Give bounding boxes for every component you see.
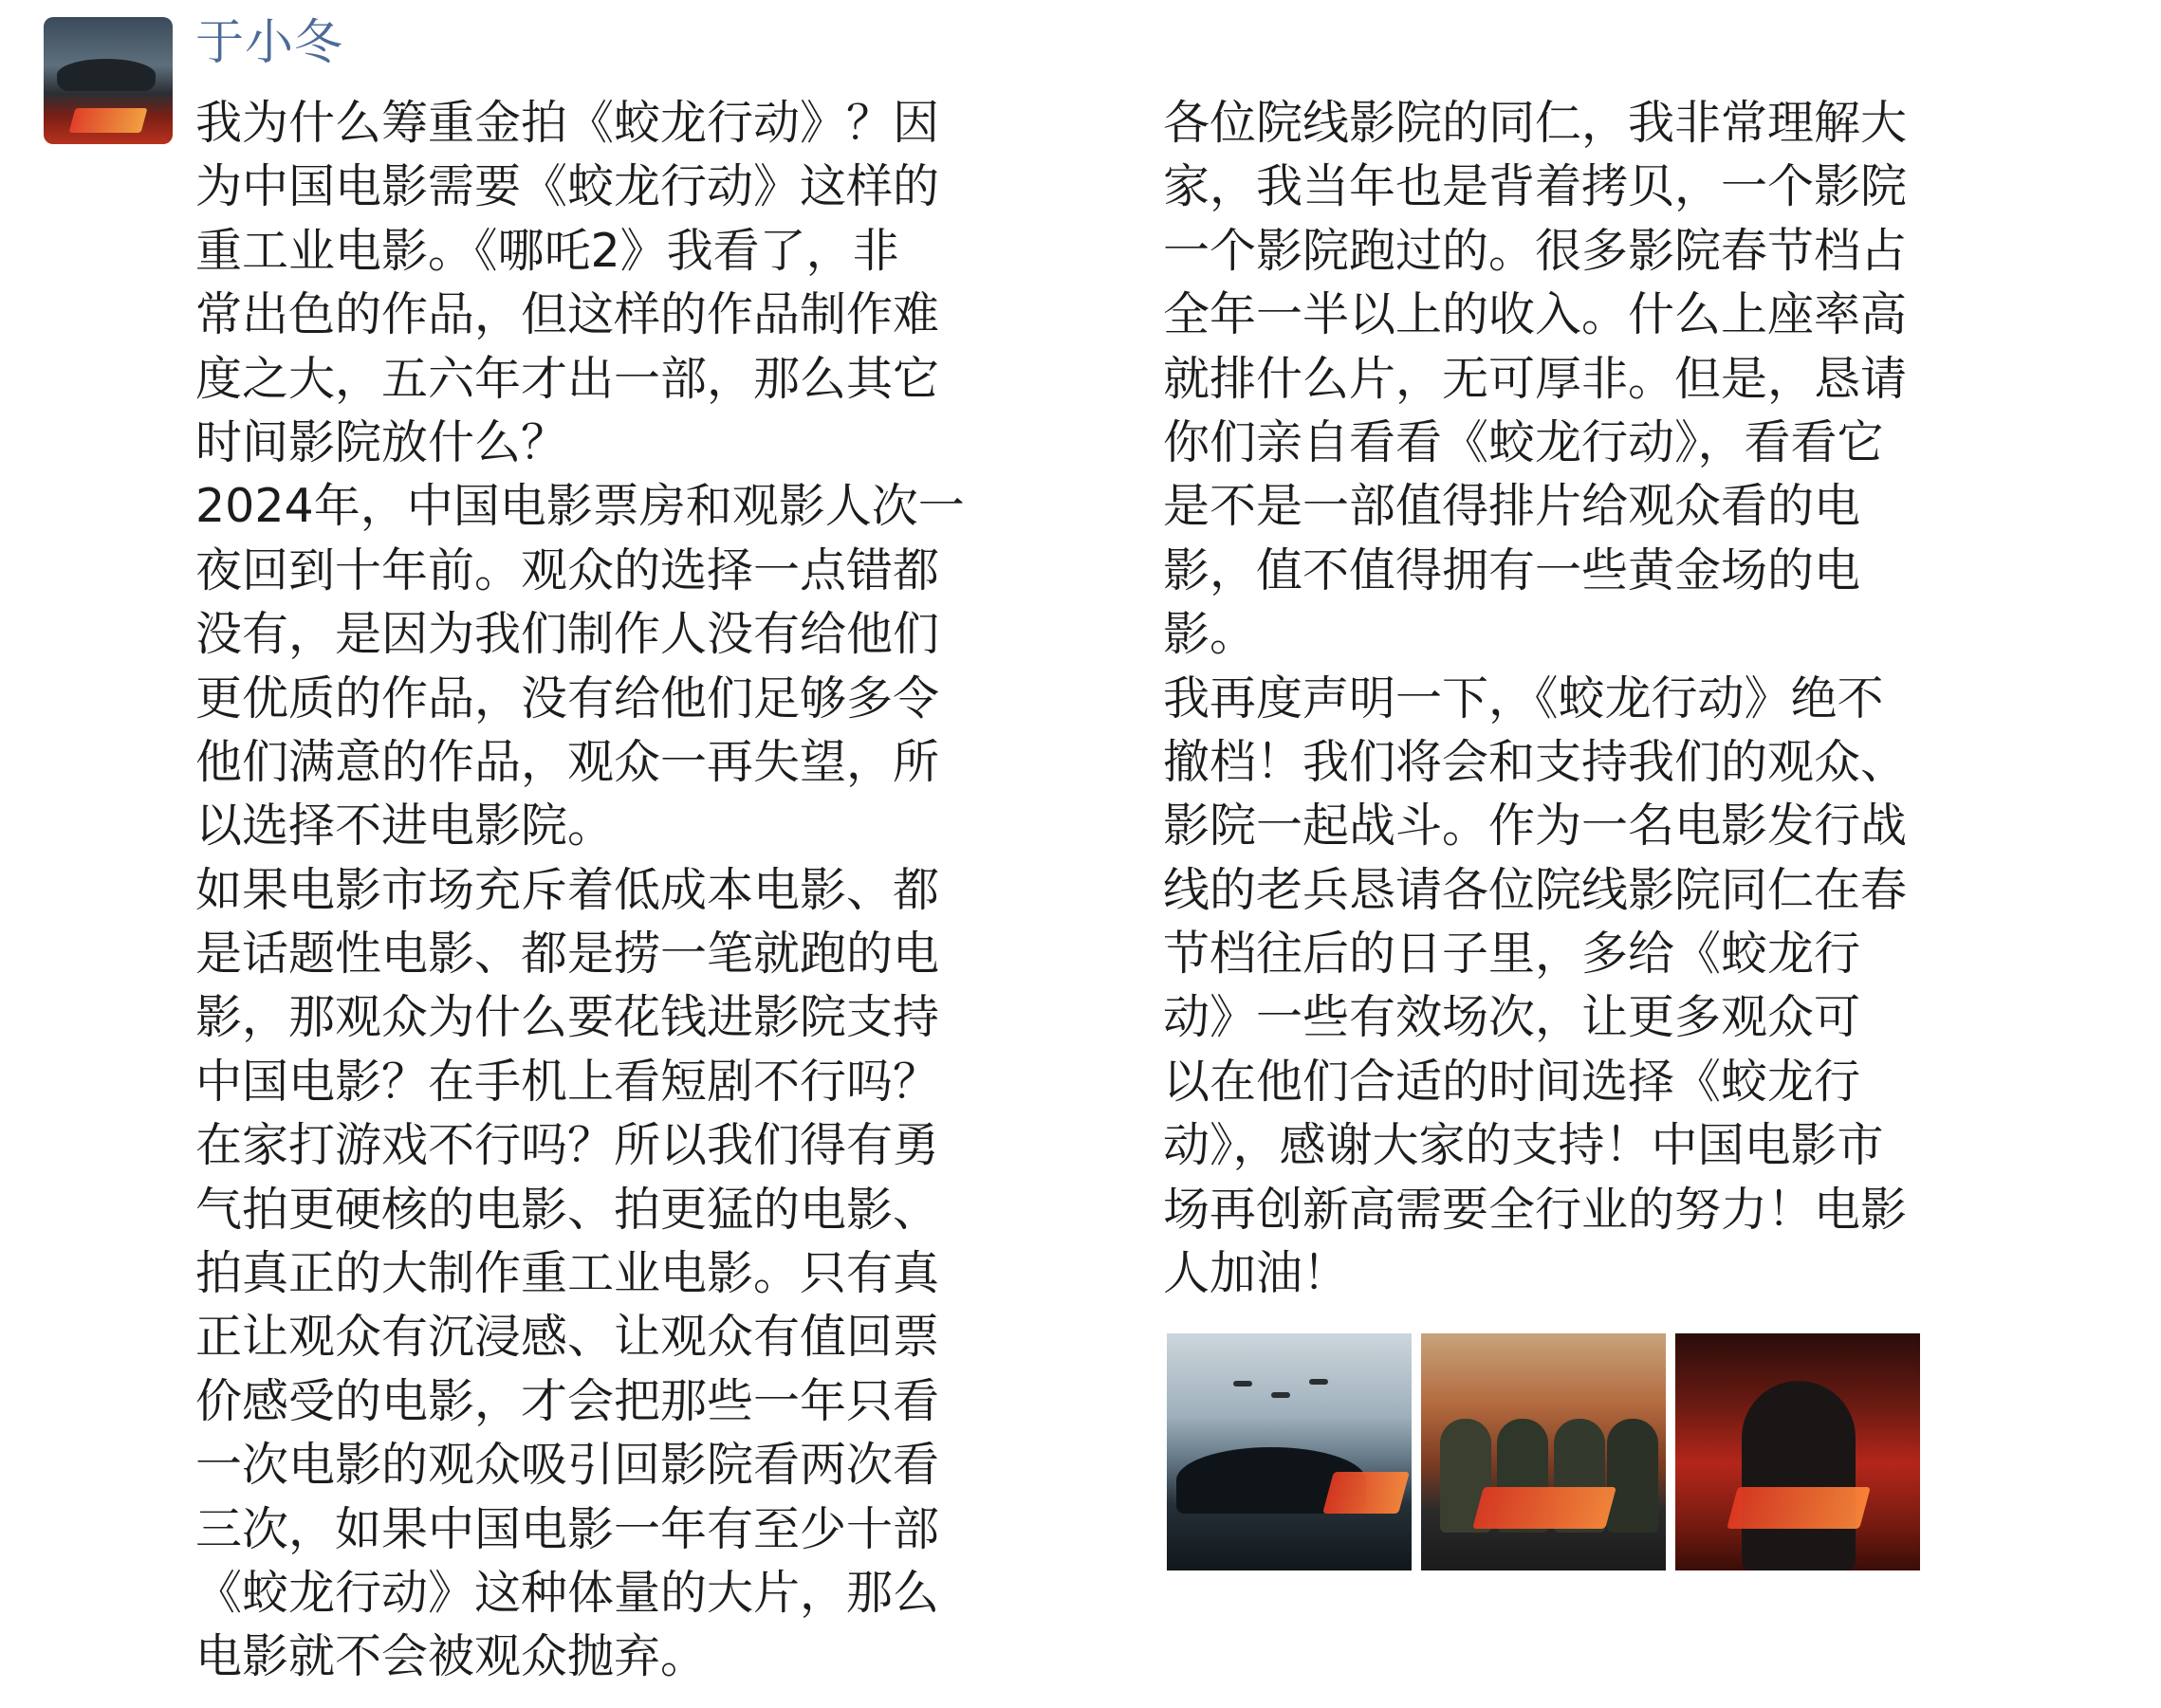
text-line: 常出色的作品，但这样的作品制作难	[195, 287, 940, 342]
actor-figure	[1742, 1381, 1856, 1570]
poster-thumbnail-3[interactable]	[1675, 1333, 1920, 1570]
text-line: 时间影院放什么？	[195, 414, 568, 469]
text-line: 为中国电影需要《蛟龙行动》这样的	[195, 159, 940, 214]
text-line: 三次，如果中国电影一年有至少十部	[195, 1501, 940, 1556]
text-line: 你们亲自看看《蛟龙行动》，看看它	[1163, 414, 1884, 469]
post-text-right-column	[1163, 91, 1969, 1305]
movie-logo-graphic	[1727, 1487, 1871, 1529]
jet-graphic	[1271, 1392, 1290, 1398]
poster-thumbnail-2[interactable]	[1421, 1333, 1666, 1570]
text-line: 是话题性电影、都是捞一笔就跑的电	[195, 927, 940, 982]
text-line: 家，我当年也是背着拷贝，一个影院	[1163, 159, 1908, 214]
text-line: 一次电影的观众吸引回影院看两次看	[195, 1438, 940, 1493]
text-line: 度之大，五六年才出一部，那么其它	[195, 351, 940, 406]
movie-logo-graphic	[1472, 1487, 1616, 1529]
text-line: 线的老兵恳请各位院线影院同仁在春	[1163, 862, 1908, 917]
text-line: 没有，是因为我们制作人没有给他们	[195, 607, 940, 662]
avatar-submarine-graphic	[57, 59, 156, 91]
post-text-left-column	[195, 91, 1002, 1689]
text-line: 夜回到十年前。观众的选择一点错都	[195, 542, 940, 597]
text-line: 我为什么筹重金拍《蛟龙行动》？因	[195, 96, 940, 150]
text-line: 如果电影市场充斥着低成本电影、都	[195, 862, 940, 917]
text-line: 全年一半以上的收入。什么上座率高	[1163, 287, 1908, 342]
text-line: 是不是一部值得排片给观众看的电	[1163, 479, 1861, 534]
avatar[interactable]	[44, 17, 173, 144]
text-line: 撤档！我们将会和支持我们的观众、	[1163, 734, 1908, 789]
text-line: 一个影院跑过的。很多影院春节档占	[1163, 223, 1908, 278]
text-line: 他们满意的作品，观众一再失望，所	[195, 734, 940, 789]
image-gallery	[1167, 1333, 1926, 1570]
text-line: 2024年，中国电影票房和观影人次一	[195, 479, 965, 534]
text-line: 场再创新高需要全行业的努力！电影	[1163, 1182, 1908, 1237]
text-line: 更优质的作品，没有给他们足够多令	[195, 670, 940, 725]
jet-graphic	[1233, 1381, 1252, 1387]
text-line: 影，那观众为什么要花钱进影院支持	[195, 990, 940, 1045]
text-line: 正让观众有沉浸感、让观众有值回票	[195, 1310, 940, 1365]
text-line: 以选择不进电影院。	[195, 799, 615, 854]
avatar-logo-graphic	[69, 108, 148, 133]
text-line: 节档往后的日子里，多给《蛟龙行	[1163, 927, 1861, 982]
text-line: 影院一起战斗。作为一名电影发行战	[1163, 799, 1908, 854]
text-line: 动》一些有效场次，让更多观众可	[1163, 990, 1861, 1045]
text-line: 价感受的电影，才会把那些一年只看	[195, 1373, 940, 1428]
text-line: 以在他们合适的时间选择《蛟龙行	[1163, 1054, 1861, 1109]
author-name[interactable]: 于小冬	[195, 15, 344, 71]
movie-logo-graphic	[1322, 1472, 1410, 1514]
text-line: 《蛟龙行动》这种体量的大片，那么	[195, 1565, 940, 1620]
text-line: 就排什么片，无可厚非。但是，恳请	[1163, 351, 1908, 406]
text-line: 中国电影？在手机上看短剧不行吗？	[195, 1054, 940, 1109]
text-line: 影。	[1163, 607, 1257, 662]
text-line: 我再度声明一下，《蛟龙行动》绝不	[1163, 670, 1884, 725]
text-line: 人加油！	[1163, 1246, 1350, 1301]
text-line: 影，值不值得拥有一些黄金场的电	[1163, 542, 1861, 597]
text-line: 气拍更硬核的电影、拍更猛的电影、	[195, 1182, 940, 1237]
text-line: 重工业电影。《哪吒2》我看了，非	[195, 223, 899, 278]
soldier-figure	[1607, 1419, 1658, 1533]
poster-thumbnail-1[interactable]	[1167, 1333, 1412, 1570]
jet-graphic	[1309, 1379, 1328, 1385]
text-line: 动》，感谢大家的支持！中国电影市	[1163, 1118, 1884, 1173]
text-line: 在家打游戏不行吗？所以我们得有勇	[195, 1118, 940, 1173]
text-line: 电影就不会被观众抛弃。	[195, 1629, 708, 1684]
text-line: 各位院线影院的同仁，我非常理解大	[1163, 96, 1908, 150]
text-line: 拍真正的大制作重工业电影。只有真	[195, 1246, 940, 1301]
